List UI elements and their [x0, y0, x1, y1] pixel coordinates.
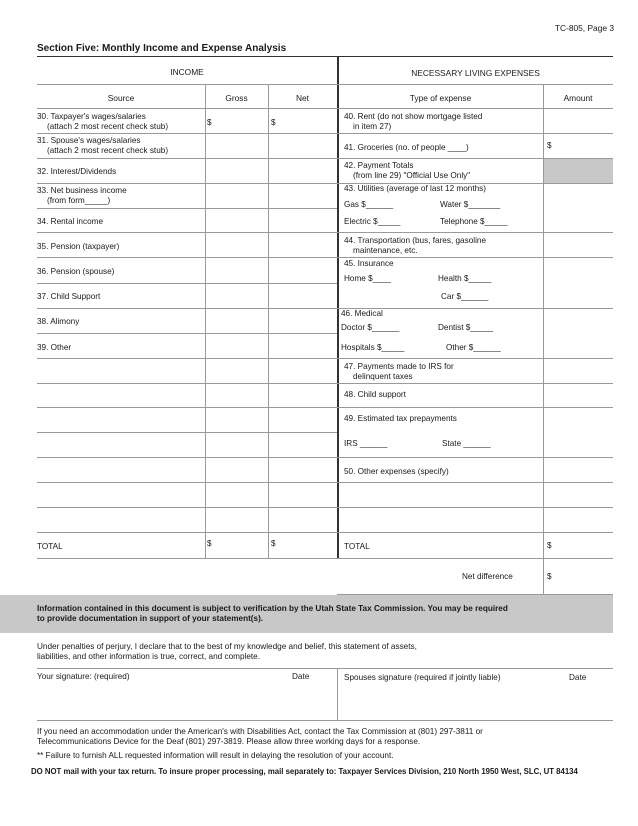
expense-49: 49. Estimated tax prepayments [344, 414, 457, 423]
utility-gas: Gas $______ [344, 200, 394, 209]
table-line [37, 183, 613, 184]
insurance-home: Home $____ [344, 274, 391, 283]
table-line [37, 333, 337, 334]
table-line [37, 558, 613, 559]
expense-44-note: maintenance, etc. [353, 245, 418, 255]
expense-44 [344, 236, 486, 255]
expense-46: 46. Medical [341, 309, 383, 318]
income-38: 38. Alimony [37, 317, 80, 326]
income-33-note: (from form_____) [47, 195, 111, 205]
your-signature-field[interactable] [37, 684, 335, 718]
col-type: Type of expense [409, 93, 472, 103]
section-title: Section Five: Monthly Income and Expense Analysis [37, 43, 287, 54]
title-rule [37, 56, 613, 57]
income-36: 36. Pension (spouse) [37, 267, 115, 276]
table-line [37, 257, 613, 258]
prepay-state: State ______ [442, 439, 491, 448]
medical-dentist: Dentist $_____ [438, 323, 494, 332]
income-35: 35. Pension (taxpayer) [37, 242, 120, 251]
expense-40-note: in item 27) [353, 121, 392, 131]
signature-bottom-line [37, 720, 613, 721]
expenses-header: NECESSARY LIVING EXPENSES [411, 68, 540, 78]
table-line [37, 133, 613, 134]
gross-30-dollar: $ [207, 118, 212, 127]
income-31-note: (attach 2 most recent check stub) [47, 145, 169, 155]
spouse-signature-field[interactable] [340, 684, 613, 718]
utility-telephone: Telephone $_____ [440, 217, 508, 226]
col-line [268, 84, 269, 558]
table-line [37, 482, 613, 483]
medical-hospitals: Hospitals $_____ [341, 343, 405, 352]
table-line [37, 358, 613, 359]
table-line [37, 232, 613, 233]
income-30-note: (attach 2 most recent check stub) [47, 121, 169, 131]
income-30 [37, 112, 168, 131]
table-line [37, 407, 613, 408]
expense-44-label: 44. Transportation (bus, fares, gasoline [344, 236, 486, 245]
medical-doctor: Doctor $______ [341, 323, 400, 332]
col-line [205, 84, 206, 558]
income-33 [37, 186, 127, 205]
expense-40-label: 40. Rent (do not show mortgage listed [344, 112, 483, 121]
amount-41-dollar: $ [547, 141, 552, 150]
income-31-label: 31. Spouse's wages/salaries [37, 136, 141, 145]
perjury-line2: liabilities, and other information is true, correct, and complete. [37, 652, 260, 661]
expense-43: 43. Utilities (average of last 12 months) [344, 184, 486, 193]
failure-note: ** Failure to furnish ALL requested information will result in delaying the resolution of your account. [37, 751, 394, 760]
medical-other: Other $______ [446, 343, 501, 352]
net-30-dollar: $ [271, 118, 276, 127]
col-gross: Gross [225, 93, 248, 103]
expense-48: 48. Child support [344, 390, 406, 399]
table-line [37, 308, 613, 309]
expense-41: 41. Groceries (no. of people ____) [344, 143, 469, 152]
table-line [37, 457, 613, 458]
net-total-dollar: $ [271, 539, 276, 548]
expense-47-label: 47. Payments made to IRS for [344, 362, 454, 371]
spouse-signature-label: Spouses signature (required if jointly liable) [344, 673, 501, 682]
utility-water: Water $_______ [440, 200, 501, 209]
table-line [37, 532, 613, 533]
net-difference-dollar: $ [547, 572, 552, 581]
income-header: INCOME [170, 67, 204, 77]
expense-42-note: (from line 29) "Official Use Only" [353, 170, 471, 180]
col-amount: Amount [563, 93, 593, 103]
official-use-cell [544, 159, 613, 183]
income-31 [37, 136, 168, 155]
utility-electric: Electric $_____ [344, 217, 401, 226]
signature-divider [337, 668, 338, 720]
mail-note: DO NOT mail with your tax return. To insure proper processing, mail separately to: Taxpayer Services Division, 210 North 1950 West, SLC, UT 84134 [31, 767, 578, 776]
notice-line1: Information contained in this document is subject to verification by the Utah State Tax Commission. You may be required [37, 604, 508, 613]
table-line [37, 84, 613, 85]
expense-47 [344, 362, 454, 381]
insurance-car: Car $______ [441, 292, 489, 301]
insurance-health: Health $_____ [438, 274, 492, 283]
expense-45: 45. Insurance [344, 259, 394, 268]
table-line [37, 158, 613, 159]
expense-42 [344, 161, 470, 180]
income-39: 39. Other [37, 343, 72, 352]
page-label: TC-805, Page 3 [554, 23, 614, 33]
expense-50: 50. Other expenses (specify) [344, 467, 449, 476]
expense-42-label: 42. Payment Totals [344, 161, 414, 170]
gross-total-dollar: $ [207, 539, 212, 548]
income-30-label: 30. Taxpayer's wages/salaries [37, 112, 146, 121]
table-line [37, 432, 337, 433]
income-34: 34. Rental income [37, 217, 103, 226]
signature-top-line [37, 668, 613, 669]
expense-47-note: delinquent taxes [353, 371, 413, 381]
income-total: TOTAL [37, 542, 63, 551]
amount-total-dollar: $ [547, 541, 552, 550]
spouse-date-label: Date [569, 673, 587, 682]
col-net: Net [295, 93, 310, 103]
expense-total: TOTAL [344, 542, 370, 551]
perjury-line1: Under penalties of perjury, I declare that to the best of my knowledge and belief, this statement of assets, [37, 642, 417, 651]
table-line [37, 108, 613, 109]
your-signature-label: Your signature: (required) [37, 672, 130, 681]
net-difference-label: Net difference [462, 572, 513, 581]
income-33-label: 33. Net business income [37, 186, 127, 195]
expense-40 [344, 112, 482, 131]
prepay-irs: IRS ______ [344, 439, 388, 448]
table-line [37, 383, 613, 384]
ada-line2: Telecommunications Device for the Deaf (801) 297-3819. Please allow three working days for a response. [37, 737, 421, 746]
table-line [37, 208, 337, 209]
table-line [37, 283, 337, 284]
table-line [37, 507, 613, 508]
income-37: 37. Child Support [37, 292, 101, 301]
ada-line1: If you need an accommodation under the American's with Disabilities Act, contact the Tax Commission at (801) 297-3811 or [37, 727, 483, 736]
your-date-label: Date [292, 672, 310, 681]
notice-line2: to provide documentation in support of your statement(s). [37, 614, 264, 623]
income-32: 32. Interest/Dividends [37, 167, 117, 176]
col-source: Source [107, 93, 135, 103]
